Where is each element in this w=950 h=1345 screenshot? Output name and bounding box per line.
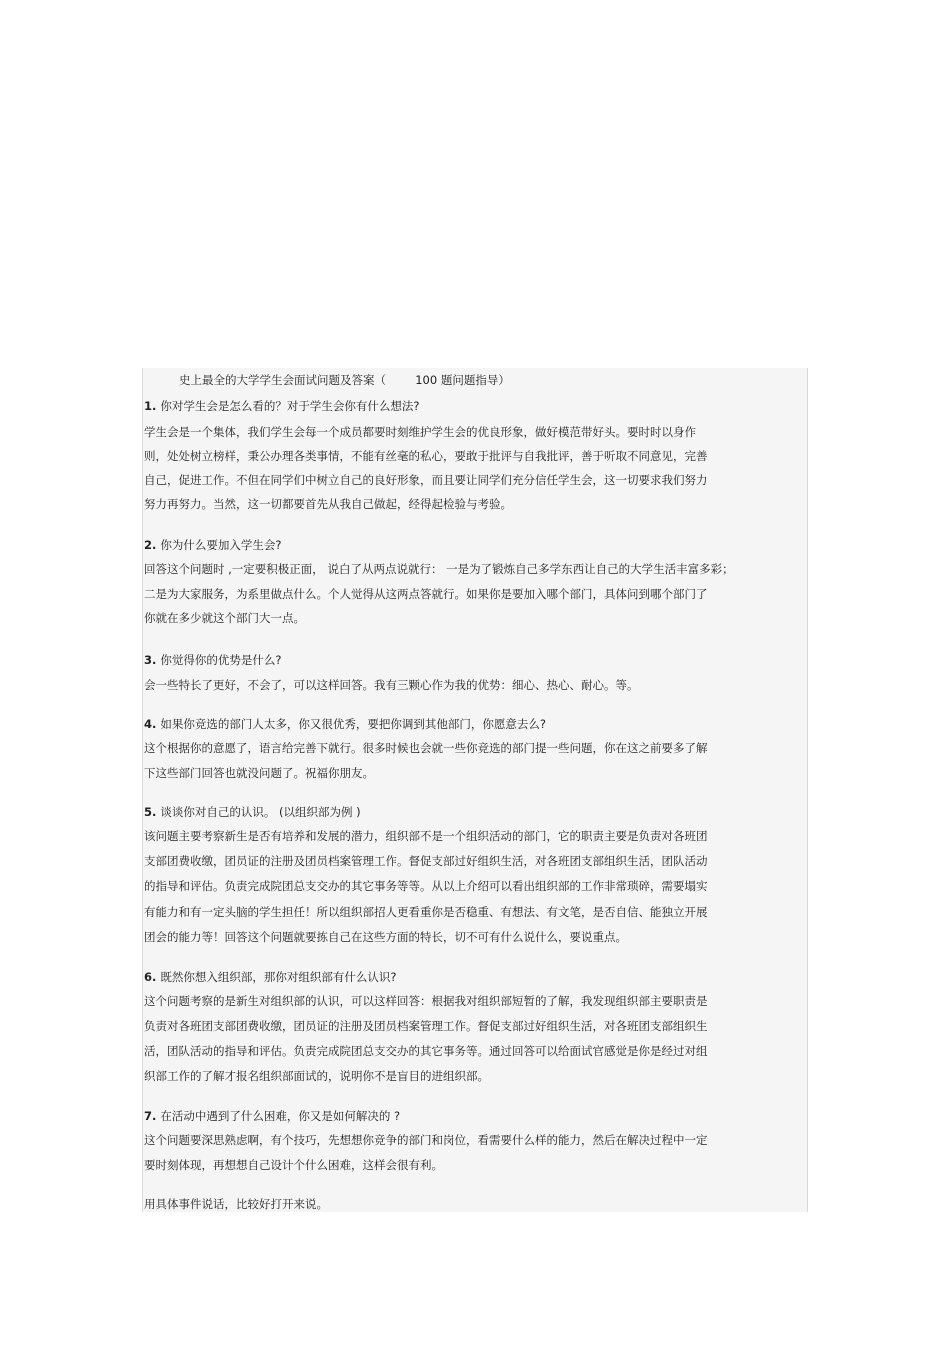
question-number: 2.	[144, 538, 157, 552]
question-number: 4.	[144, 717, 157, 731]
question-1	[144, 399, 419, 414]
document-page	[142, 368, 808, 1212]
document-title: 史上最全的大学学生会面试问题及答案（ 100 题问题指导）	[179, 373, 510, 387]
answer-line: 则，处处树立榜样，秉公办理各类事情，不能有丝毫的私心，要敢于批评与自我批评，善于听取不同意见，完善	[144, 449, 708, 463]
answer-line: 该问题主要考察新生是否有培养和发展的潜力，组织部不是一个组织活动的部门，它的职责主要是负责对各班团	[144, 829, 708, 843]
answer-line: 下这些部门回答也就没问题了。祝福你朋友。	[144, 766, 374, 780]
question-number: 7.	[144, 1109, 157, 1123]
question-text: 既然你想入组织部，那你对组织部有什么认识?	[160, 970, 397, 984]
question-text: 你对学生会是怎么看的？对于学生会你有什么想法?	[160, 399, 420, 413]
answer-line: 负责对各班团支部团费收缴，团员证的注册及团员档案管理工作。督促支部过好组织生活，对各班团支部组织生	[144, 1019, 708, 1033]
answer-line: 会一些特长了更好，不会了，可以这样回答。我有三颗心作为我的优势：细心、热心、耐心。等。	[144, 678, 639, 692]
answer-line: 回答这个问题时 ,一定要积极正面， 说白了从两点说就行： 一是为了锻炼自己多学东西让自己的大学生活丰富多彩；	[144, 562, 734, 576]
question-4	[144, 717, 546, 732]
question-number: 5.	[144, 805, 157, 819]
answer-line: 你就在多少就这个部门大一点。	[144, 611, 305, 625]
closing-line: 用具体事件说话，比较好打开来说。	[144, 1197, 328, 1211]
answer-line: 团会的能力等！回答这个问题就要拣自己在这些方面的特长，切不可有什么说什么，要说重点。	[144, 930, 627, 944]
answer-line: 的指导和评估。负责完成院团总支交办的其它事务等等。从以上介绍可以看出组织部的工作非常琐碎，需要塌实	[144, 879, 708, 893]
question-3	[144, 653, 281, 668]
question-2	[144, 538, 281, 553]
answer-line: 要时刻体现，再想想自己设计个什么困难，这样会很有利。	[144, 1158, 443, 1172]
answer-line: 这个根据你的意愿了，语言给完善下就行。很多时候也会就一些你竞选的部门提一些问题，你在这之前要多了解	[144, 741, 708, 755]
question-6	[144, 970, 396, 985]
question-number: 3.	[144, 653, 157, 667]
answer-line: 活，团队活动的指导和评估。负责完成院团总支交办的其它事务等。通过回答可以给面试官感觉是你是经过对组	[144, 1044, 708, 1058]
answer-line: 支部团费收缴，团员证的注册及团员档案管理工作。督促支部过好组织生活，对各班团支部组织生活，团队活动	[144, 854, 708, 868]
answer-line: 这个问题考察的是新生对组织部的认识，可以这样回答：根据我对组织部短暂的了解，我发现组织部主要职责是	[144, 994, 708, 1008]
question-text: 如果你竞选的部门人太多，你又很优秀，要把你调到其他部门，你愿意去么?	[160, 717, 546, 731]
answer-line: 二是为大家服务，为系里做点什么。个人觉得从这两点答就行。如果你是要加入哪个部门，具体问到哪个部门了	[144, 587, 708, 601]
question-text: 在活动中遇到了什么困难，你又是如何解决的 ?	[160, 1109, 401, 1123]
question-number: 6.	[144, 970, 157, 984]
answer-line: 织部工作的了解才报名组织部面试的，说明你不是盲目的进组织部。	[144, 1069, 489, 1083]
question-number: 1.	[144, 399, 157, 413]
answer-line: 这个问题要深思熟虑啊，有个技巧，先想想你竞争的部门和岗位，看需要什么样的能力，然后在解决过程中一定	[144, 1133, 708, 1147]
question-text: 谈谈你对自己的认识。 (以组织部为例 )	[160, 805, 361, 819]
question-5	[144, 805, 361, 820]
question-text: 你觉得你的优势是什么?	[160, 653, 282, 667]
question-text: 你为什么要加入学生会?	[160, 538, 282, 552]
answer-line: 有能力和有一定头脑的学生担任！所以组织部招人更看重你是否稳重、有想法、有文笔，是否自信、能独立开展	[144, 905, 708, 919]
answer-line: 自己，促进工作。不但在同学们中树立自己的良好形象，而且要让同学们充分信任学生会，这一切要求我们努力	[144, 473, 708, 487]
answer-line: 努力再努力。当然，这一切都要首先从我自己做起，经得起检验与考验。	[144, 497, 512, 511]
answer-line: 学生会是一个集体，我们学生会每一个成员都要时刻维护学生会的优良形象，做好模范带好头。要时时以身作	[144, 425, 696, 439]
question-7	[144, 1109, 400, 1124]
